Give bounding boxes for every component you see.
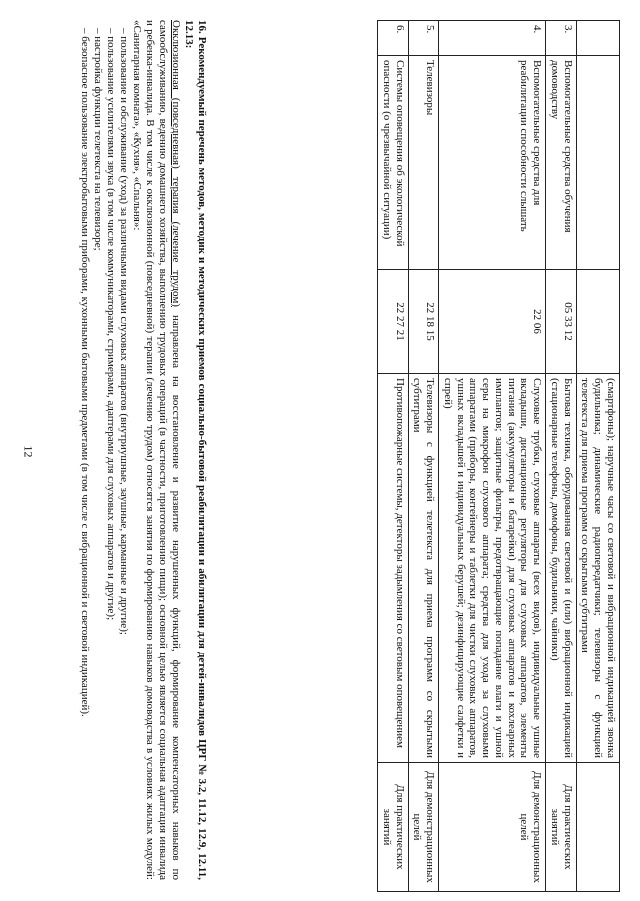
aid-description: Противопожарные системы, детекторы задымления со световым оповещением xyxy=(378,374,409,763)
section-intro xyxy=(130,20,182,880)
aid-category: Телевизоры xyxy=(408,56,439,270)
row-number: 5. xyxy=(408,21,439,56)
intro-text: направлена на восстановление и развитие нарушенных функций, формирование компенсаторных навыков по самообслуживанию, ведению домашнего хозяйства, выполнению трудовых операций (в частности, приготовлению пищи); основной целью является социальная адаптация инвалида и ребенка-инвалида. В том числе к окклюзионной (повседневной) терапии (лечению трудом) относятся занятия по формированию навыков домоводства в условиях жилых модулей: «Санитарная комната», «Кухня», «Спальня»: xyxy=(131,20,183,880)
section-16 xyxy=(78,20,208,880)
list-item: – настройка функции телетекста на телевизоре; xyxy=(91,20,104,880)
rotated-page-content xyxy=(20,20,620,883)
classification-code: 22 18 15 xyxy=(408,270,439,374)
classification-code xyxy=(576,270,619,374)
aid-description: Бытовая техника, оборудованная световой и (или) вибрационной индикацией (стационарные телефоны, домофоны, будильники, чайники) xyxy=(546,374,577,763)
aid-purpose: Для практических занятий xyxy=(378,763,409,892)
aid-category: Вспомогательные средства для реабилитации способности слышать xyxy=(439,56,546,270)
aid-description: Телевизоры с функцией телетекста для приема программ со скрытыми субтитрами xyxy=(408,374,439,763)
rehabilitation-aids-table xyxy=(377,20,620,892)
list-item: – пользование и обслуживание (уход) за различными видами слуховых аппаратов (внутриушные, заушные, карманные и другие); xyxy=(117,20,130,880)
therapy-term: Окклюзионная (повседневная) терапия (лечение трудом) xyxy=(170,20,183,307)
page-number: 12 xyxy=(21,445,36,458)
classification-code: 22 06 xyxy=(439,270,546,374)
row-number: 4. xyxy=(439,21,546,56)
classification-code: 22 27 21 xyxy=(378,270,409,374)
aid-category xyxy=(576,56,619,270)
aid-description: (смартфоны); наручные часы со световой и вибрационной индикацией звонка будильника; динамические радиопередатчики; телевизоры с функцией телетекста для приема программ со скрытыми субтитрами xyxy=(576,374,619,763)
aid-description: Слуховые трубки, слуховые аппараты (всех видов), индивидуальные ушные вкладыши, дистанционные регуляторы для слуховых аппаратов, элементы питания (аккумуляторы и батарейки) для слуховых аппаратов и кохлеарных имплантов; защитные фильтры, предотвращающие попадание влаги и ушной серы на микрофон слухового аппарата; средства для ухода за слуховыми аппаратами (приборы, контейнеры и таблетки для чистки слуховых аппаратов, ушных вкладышей и индивидуальных берушей; дезинфицирующие салфетки и спрей) xyxy=(439,374,546,763)
aid-category: Вспомогательные средства обучения домоводству xyxy=(546,56,577,270)
table-row xyxy=(378,21,409,892)
row-number: 6. xyxy=(378,21,409,56)
row-number xyxy=(576,21,619,56)
list-item: – безопасное пользование электробытовыми приборами, кухонными бытовыми предметами (в том числе с вибрационной и световой индикацией). xyxy=(78,20,91,880)
table-row xyxy=(408,21,439,892)
table-row xyxy=(576,21,619,892)
section-title: 16. Рекомендуемый перечень методов, методик и методических приемов социально-бытовой реабилитации и абилитации для детей-инвалидов ЦРГ № 3.2, 11.12, 12.9, 12.11, 12.13: xyxy=(183,20,208,880)
table-row xyxy=(546,21,577,892)
classification-code: 05 33 12 xyxy=(546,270,577,374)
table-row xyxy=(439,21,546,892)
aid-category: Системы оповещения об экологической опасности (о чрезвычайной ситуации) xyxy=(378,56,409,270)
aid-purpose: Для демонстрационных целей xyxy=(439,763,546,892)
skills-list xyxy=(78,20,130,880)
aid-purpose xyxy=(576,763,619,892)
list-item: – пользование усилителями звука (в том числе коммуникаторами, стримерами, адаптерами для слуховых аппаратов и другие); xyxy=(104,20,117,880)
aid-purpose: Для демонстрационных целей xyxy=(408,763,439,892)
aid-purpose: Для практических занятий xyxy=(546,763,577,892)
row-number: 3. xyxy=(546,21,577,56)
